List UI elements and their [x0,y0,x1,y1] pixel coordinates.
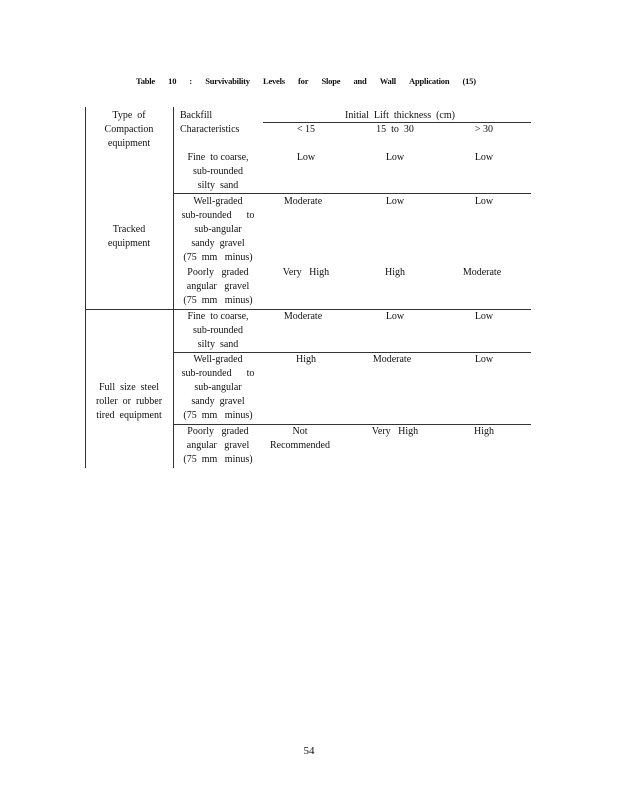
backfill-cell: Fine to coarse, sub-rounded silty sand [187,152,249,191]
value-cell: Very High [371,426,419,437]
backfill-cell: Poorly graded angular gravel (75 mm minus) [183,267,253,306]
value-cell: Low [296,152,316,163]
row-rule [173,193,531,194]
page-number: 54 [303,745,315,757]
equipment-tracked: Tracked equipment [107,224,151,249]
value-cell: Low [474,354,494,365]
column-header-15-30: 15 to 30 [376,124,414,135]
backfill-cell: Poorly graded angular gravel (75 mm minus) [183,426,253,465]
value-cell: High [296,354,316,365]
value-cell: Moderate [372,354,412,365]
table-caption [136,74,476,88]
value-cell: Low [474,152,494,163]
caption-word: : [189,76,193,86]
value-cell: Low [385,311,405,322]
caption-word: Slope [321,76,341,86]
backfill-cell: Well-graded sub-rounded to sub-angular sandy gravel (75 mm minus) [181,354,255,421]
backfill-header: Backfill Characteristics [180,110,240,135]
value-cell: High [474,426,494,437]
caption-word: 10 [168,76,177,86]
backfill-cell: Fine to coarse, sub-rounded silty sand [187,311,249,350]
equipment-header: Type of Compaction equipment [104,110,154,149]
caption-word: (15) [462,76,476,86]
column-header-lt15: < 15 [296,124,316,135]
caption-word: Levels [262,76,285,86]
backfill-cell: Well-graded sub-rounded to sub-angular sandy gravel (75 mm minus) [181,196,255,263]
value-cell: High [385,267,405,278]
caption-word: Table [136,76,156,86]
value-cell: Very High [282,267,330,278]
table-divider-rule [173,107,174,468]
equipment-full-size-roller: Full size steel roller or rubber tired equipment [95,382,163,421]
value-cell: Low [474,196,494,207]
value-cell: Low [385,196,405,207]
value-cell: Moderate [462,267,502,278]
column-header-gt30: > 30 [474,124,494,135]
caption-word: for [298,76,309,86]
caption-word: Wall [379,76,396,86]
value-cell: Moderate [283,311,323,322]
lift-thickness-header: Initial Lift thickness (cm) [345,110,455,121]
value-cell: Low [474,311,494,322]
value-cell: Low [385,152,405,163]
caption-word: and [353,76,367,86]
value-cell: Not Recommended [270,426,330,451]
caption-word: Application [409,76,450,86]
value-cell: Moderate [283,196,323,207]
caption-word: Survivability [205,76,250,86]
